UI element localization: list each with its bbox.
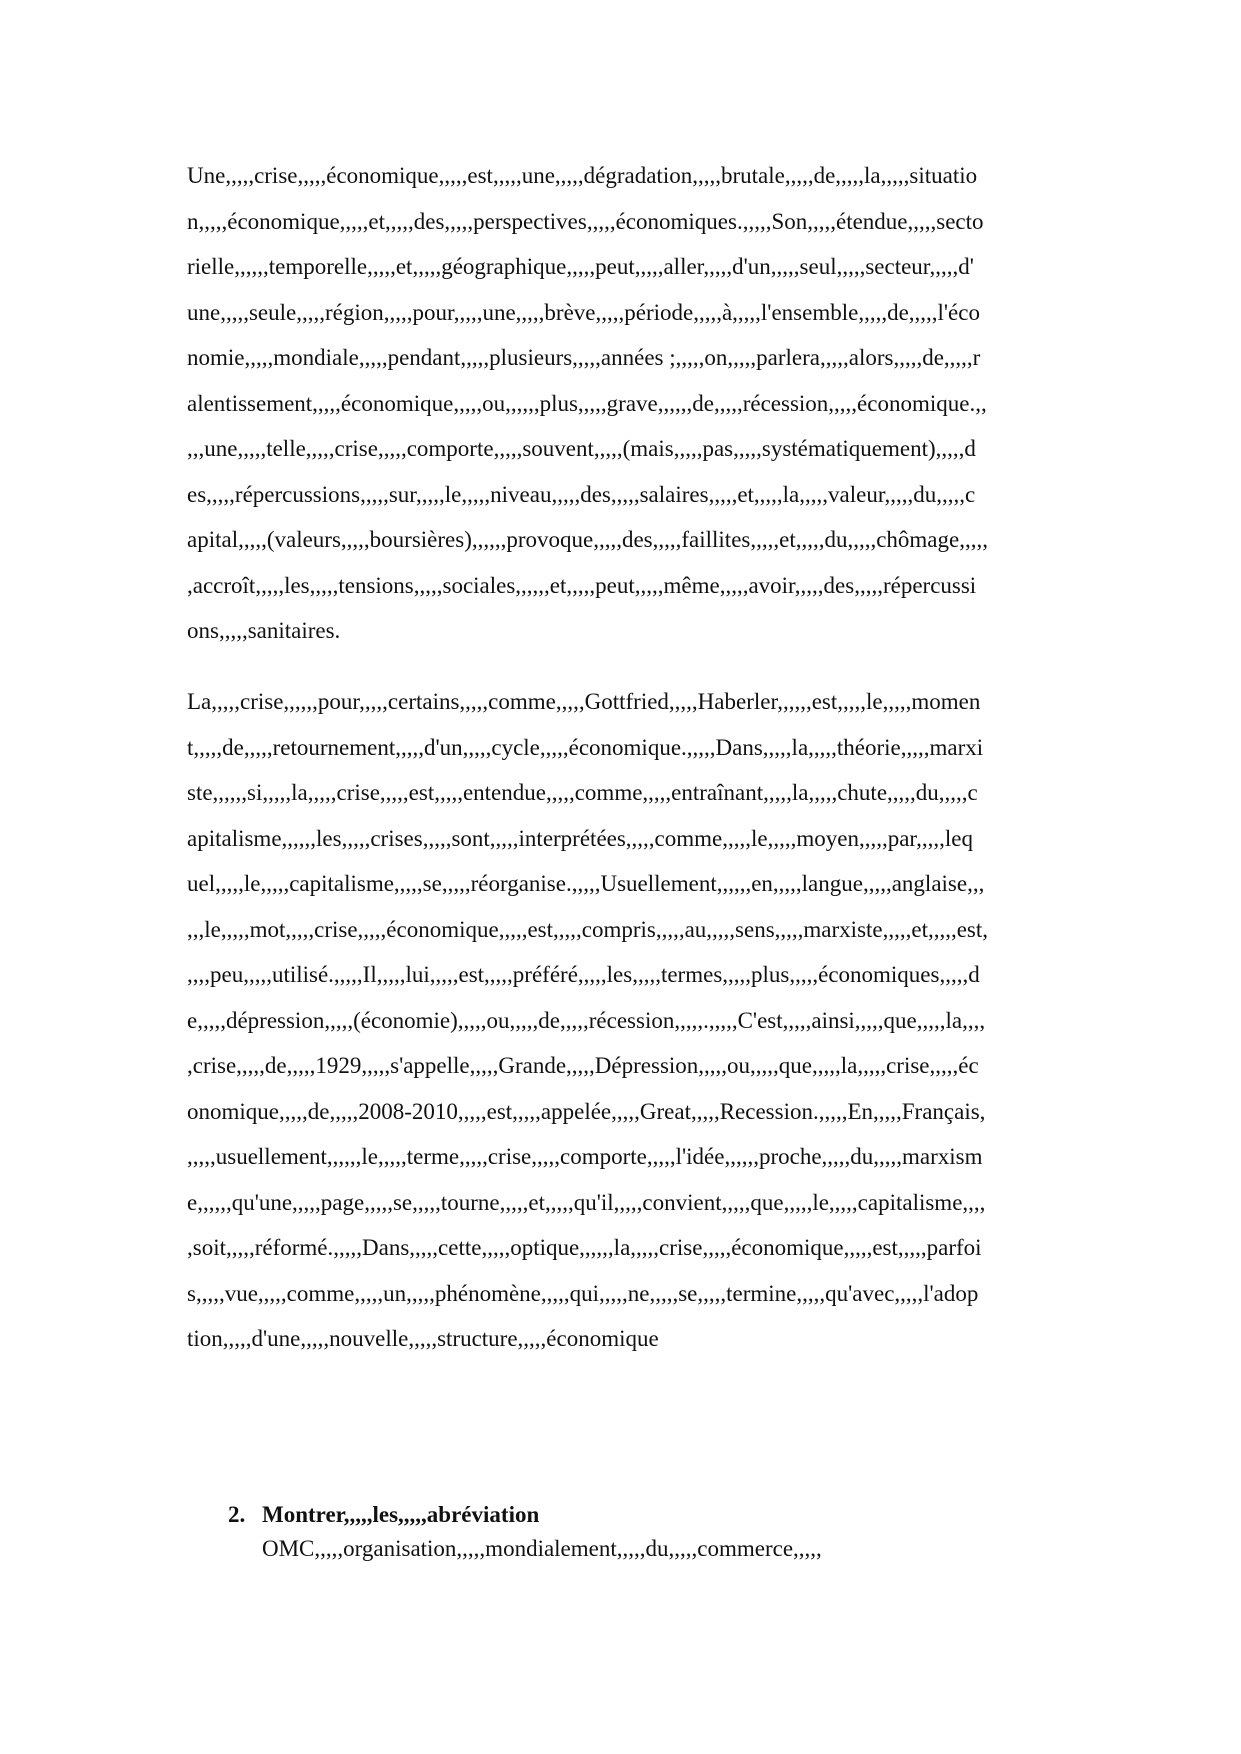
text-line: ,,,,,usuellement,,,,,,le,,,,,terme,,,,,crise,,,,,comporte,,,,,l'idée,,,,,,proche,,,,,du,,,,,marxism: [187, 1144, 983, 1169]
text-line: rielle,,,,,,temporelle,,,,,et,,,,,géographique,,,,,peut,,,,,aller,,,,,d'un,,,,,seul,,,,,secteur,,,,,d': [187, 254, 974, 279]
list-item-body: OMC,,,,,organisation,,,,,mondialement,,,,,du,,,,,commerce,,,,,: [262, 1536, 822, 1561]
text-line: t,,,,,de,,,,,retournement,,,,,d'un,,,,,cycle,,,,,économique.,,,,,Dans,,,,,la,,,,,théorie,,,,,marxi: [187, 734, 984, 760]
text-line: onomique,,,,,de,,,,,2008-2010,,,,,est,,,,,appelée,,,,,Great,,,,,Recession.,,,,,En,,,,,Français,: [187, 1098, 986, 1124]
text-line: tion,,,,,d'une,,,,,nouvelle,,,,,structure,,,,,économique: [187, 1326, 659, 1351]
paragraph-economic-crisis-definition: [187, 153, 1057, 654]
text-line: nomie,,,,,mondiale,,,,,pendant,,,,,plusieurs,,,,,années ;,,,,,on,,,,,parlera,,,,,alors,,,,,de,,,,,r: [187, 345, 981, 370]
paragraph-crisis-theories: [187, 679, 1057, 1362]
text-line: ste,,,,,,si,,,,,la,,,,,crise,,,,,est,,,,,entendue,,,,,comme,,,,,entraînant,,,,,la,,,,,chute,,,,,du,,,,,c: [187, 780, 978, 805]
text-line: uel,,,,,le,,,,,capitalisme,,,,,se,,,,,réorganise.,,,,,Usuellement,,,,,,en,,,,,langue,,,,,anglaise,,,: [187, 871, 985, 896]
list-item-number: 2.: [228, 1502, 246, 1527]
text-line: ,crise,,,,,de,,,,,1929,,,,,s'appelle,,,,,Grande,,,,,Dépression,,,,,ou,,,,,que,,,,,la,,,,,crise,,,,,éc: [187, 1053, 979, 1078]
text-line: La,,,,,crise,,,,,,pour,,,,,certains,,,,,comme,,,,,Gottfried,,,,,Haberler,,,,,,est,,,,,le,,,,,momen: [187, 689, 981, 714]
text-line: es,,,,,répercussions,,,,,sur,,,,,le,,,,,niveau,,,,,des,,,,,salaires,,,,,et,,,,,la,,,,,valeur,,,,,du,,,,,c: [187, 481, 976, 507]
text-line: ,,,le,,,,,mot,,,,,crise,,,,,économique,,,,,est,,,,,compris,,,,,au,,,,,sens,,,,,marxiste,,,,,et,,,,,est,: [187, 916, 989, 942]
text-line: ,,,,peu,,,,,utilisé.,,,,,Il,,,,,lui,,,,,est,,,,,préféré,,,,,les,,,,,termes,,,,,plus,,,,,économiques,,,,,d: [187, 962, 980, 987]
text-line: apital,,,,,(valeurs,,,,,boursières),,,,,,provoque,,,,,des,,,,,faillites,,,,,et,,,,,du,,,,,chômage,,,,,: [187, 527, 988, 552]
list-item-heading: [228, 1498, 1048, 1532]
text-line: ,,,une,,,,,telle,,,,,crise,,,,,comporte,,,,,souvent,,,,,(mais,,,,,pas,,,,,systématiquement),,,,,d: [187, 436, 976, 461]
numbered-list-item: [228, 1498, 1048, 1566]
text-line: n,,,,,économique,,,,,et,,,,,des,,,,,perspectives,,,,,économiques.,,,,,Son,,,,,étendue,,,,,secto: [187, 208, 984, 234]
text-line: alentissement,,,,,économique,,,,,ou,,,,,,plus,,,,,grave,,,,,,de,,,,,récession,,,,,économique.,,: [187, 390, 987, 416]
text-line: ,soit,,,,,réformé.,,,,,Dans,,,,,cette,,,,,optique,,,,,,la,,,,,crise,,,,,économique,,,,,est,,,,,parfoi: [187, 1235, 982, 1260]
text-line: s,,,,,vue,,,,,comme,,,,,un,,,,,phénomène,,,,,qui,,,,,ne,,,,,se,,,,,termine,,,,,qu'avec,,,,,l'adop: [187, 1280, 979, 1306]
text-line: e,,,,,dépression,,,,,(économie),,,,,ou,,,,,de,,,,,récession,,,,,.,,,,,C'est,,,,,ainsi,,,,,que,,,,,la,,,,: [187, 1007, 986, 1033]
text-line: apitalisme,,,,,,les,,,,,crises,,,,,sont,,,,,interprétées,,,,,comme,,,,,le,,,,,moyen,,,,,par,,,,,leq: [187, 825, 973, 851]
text-line: Une,,,,,crise,,,,,économique,,,,,est,,,,,une,,,,,dégradation,,,,,brutale,,,,,de,,,,,la,,,,,situatio: [187, 163, 978, 188]
list-item-title: Montrer,,,,,les,,,,,abréviation: [262, 1502, 540, 1527]
text-line: ons,,,,,sanitaires.: [187, 618, 341, 643]
text-line: e,,,,,,qu'une,,,,,page,,,,,se,,,,,tourne,,,,,et,,,,,qu'il,,,,,convient,,,,,que,,,,,le,,,,,capitalisme,,,,: [187, 1189, 986, 1215]
text-line: une,,,,,seule,,,,,région,,,,,pour,,,,,une,,,,,brève,,,,,période,,,,,à,,,,,l'ensemble,,,,,de,,,,,l'éco: [187, 299, 980, 325]
text-line: ,accroît,,,,,les,,,,,tensions,,,,,sociales,,,,,,et,,,,,peut,,,,,même,,,,,avoir,,,,,des,,,,,répercussi: [187, 572, 977, 598]
